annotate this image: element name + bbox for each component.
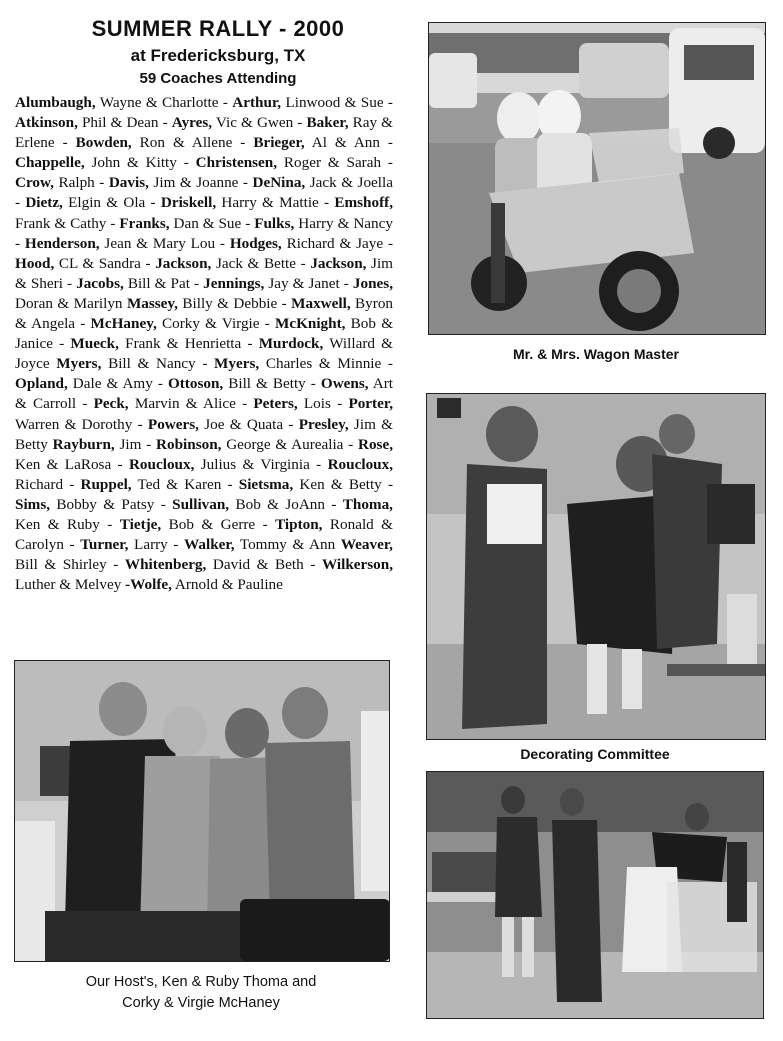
roster-surname: Ottoson, [167, 375, 224, 393]
roster-surname: Roucloux, [128, 455, 195, 473]
wagon-master-photo [428, 22, 766, 335]
hosts-caption-line2: Corky & Virgie McHaney [122, 995, 280, 1011]
roster-members: Willard & Joyce [15, 335, 393, 373]
roster-surname: Peters, [253, 395, 298, 413]
roster-members: Al & Ann - [304, 134, 393, 152]
roster-members: Richard - [15, 475, 81, 493]
roster-members: Bill & Pat - [123, 274, 204, 292]
roster-members: Bobby & Patsy - [50, 495, 173, 513]
hall-photo [426, 771, 764, 1019]
roster-members: Luther & Melvey [15, 576, 126, 594]
roster-members: Ken & Betty - [293, 475, 394, 493]
roster-surname: Tipton, [275, 515, 323, 533]
roster-surname: Robinson, [156, 435, 222, 453]
roster-members: Harry & Mattie - [216, 194, 335, 212]
roster-surname: Porter, [348, 395, 393, 413]
roster-members: Ted & Karen - [131, 475, 239, 493]
roster-surname: Walker, [184, 536, 235, 554]
decorating-committee-photo [426, 393, 766, 740]
roster-members: Tommy & Ann [234, 536, 341, 554]
roster-surname: Arthur, [232, 94, 282, 111]
roster-members: Ken & Ruby - [15, 515, 120, 533]
roster-members: Bob & JoAnn - [229, 495, 343, 513]
coaches-attending: 59 Coaches Attending [139, 70, 297, 87]
roster-members: John & Kitty - [84, 154, 196, 172]
attendee-roster [15, 93, 393, 595]
roster-surname: Franks, [119, 214, 170, 232]
roster-surname: Davis, [108, 174, 149, 192]
roster-surname: Henderson, [24, 234, 100, 252]
roster-surname: Driskell, [160, 194, 217, 212]
roster-surname: Whitenberg, [124, 556, 207, 574]
roster-surname: Brieger, [253, 134, 305, 152]
page-title: SUMMER RALLY - 2000 [91, 16, 345, 41]
roster-members: Bob & Janice - [15, 315, 394, 353]
roster-members: Joe & Quata - [198, 415, 299, 433]
roster-surname: Weaver, [340, 536, 393, 554]
roster-members: Charles & Minnie - [259, 355, 393, 373]
roster-members: Dan & Sue - [169, 214, 255, 232]
roster-members: Dale & Amy - [67, 375, 168, 393]
roster-surname: Myers, [214, 355, 260, 373]
hosts-photo [14, 660, 390, 962]
roster-members: Bill & Nancy - [101, 355, 215, 373]
roster-members: Jack & Joella - [15, 174, 393, 212]
roster-members: Jim & Betty [15, 415, 393, 453]
roster-surname: Christensen, [195, 154, 278, 172]
roster-surname: McKnight, [275, 315, 346, 333]
roster-surname: Owens, [320, 375, 369, 393]
roster-surname: Jennings, [203, 274, 265, 292]
roster-members: Jim - [114, 435, 157, 453]
roster-surname: Sullivan, [172, 495, 230, 513]
roster-members: Jim & Joanne - [148, 174, 253, 192]
roster-members: Ken & LaRosa - [15, 455, 129, 473]
roster-surname: Baker, [306, 114, 349, 132]
roster-members: Warren & Dorothy - [15, 415, 148, 433]
roster-members: Bill & Betty - [223, 375, 321, 393]
roster-members: Ralph - [53, 174, 109, 192]
roster-members: Harry & Nancy - [15, 214, 393, 252]
roster-surname: Ayres, [171, 114, 213, 132]
roster-members: Lois - [297, 395, 349, 413]
roster-surname: Jones, [352, 274, 393, 292]
roster-surname: Powers, [147, 415, 199, 433]
roster-surname: Wilkerson, [321, 556, 393, 574]
roster-surname: Jackson, [155, 254, 212, 272]
roster-surname: Opland, [15, 375, 68, 393]
roster-members: Ray & Erlene - [15, 114, 393, 152]
roster-members: Byron & Angela - [15, 294, 394, 333]
roster-members: George & Aurealia - [221, 435, 358, 453]
roster-members: Bob & Gerre - [161, 515, 276, 533]
wagon-master-caption: Mr. & Mrs. Wagon Master [513, 346, 679, 362]
roster-surname: Rose, [358, 435, 394, 453]
roster-members: Roger & Sarah - [277, 154, 393, 172]
roster-members: Ronald & Carolyn - [15, 515, 393, 554]
roster-surname: Alumbaugh, [15, 94, 96, 111]
roster-members: Billy & Debbie - [177, 294, 292, 312]
roster-surname: Rayburn, [52, 435, 115, 453]
roster-surname: Myers, [56, 355, 102, 373]
roster-members: Marvin & Alice - [128, 395, 254, 413]
roster-surname: Mueck, [70, 335, 119, 353]
roster-surname: Emshoff, [334, 194, 394, 212]
roster-surname: Presley, [298, 415, 349, 433]
roster-members: Frank & Cathy - [15, 214, 120, 232]
roster-surname: Atkinson, [15, 114, 78, 132]
roster-members: Phil & Dean - [77, 114, 172, 132]
roster-surname: Bowden, [75, 134, 132, 152]
roster-members: Doran & Marilyn [15, 294, 127, 312]
roster-members: David & Beth - [206, 556, 322, 574]
roster-surname: Peck, [93, 395, 129, 413]
roster-members: Julius & Virginia - [194, 455, 328, 473]
roster-surname: McHaney, [90, 315, 157, 333]
roster-surname: Tietje, [119, 515, 162, 533]
roster-members: Frank & Henrietta - [118, 335, 259, 353]
roster-members: Larry - [128, 536, 185, 554]
roster-surname: Hodges, [229, 234, 282, 252]
roster-members: Jack & Bette - [211, 254, 311, 272]
roster-surname: Maxwell, [291, 294, 351, 312]
roster-surname: Turner, [80, 536, 129, 554]
roster-surname: Sietsma, [238, 475, 294, 493]
roster-surname: Thoma, [342, 495, 393, 513]
roster-members: Vic & Gwen - [212, 114, 307, 132]
roster-surname: Chappelle, [15, 154, 85, 172]
roster-members: Jim & Sheri - [15, 254, 393, 292]
rally-location: at Fredericksburg, TX [130, 46, 306, 65]
roster-surname: Hood, [15, 254, 55, 272]
roster-members: Elgin & Ola - [62, 194, 161, 212]
roster-surname: Murdock, [258, 335, 324, 353]
hosts-caption-line1: Our Host's, Ken & Ruby Thoma and [85, 974, 317, 990]
roster-members: Linwood & Sue - [281, 94, 393, 111]
roster-surname: Jacobs, [76, 274, 124, 292]
roster-members: CL & Sandra - [54, 254, 156, 272]
roster-surname: Massey, [126, 294, 178, 312]
roster-surname: Roucloux, [327, 455, 393, 473]
roster-surname: -Wolfe, [125, 576, 172, 594]
roster-members: Bill & Shirley - [15, 556, 125, 574]
roster-members: Jay & Janet - [264, 274, 353, 292]
roster-surname: Crow, [15, 174, 54, 192]
roster-members: Art & Carroll - [15, 375, 393, 413]
roster-surname: Fulks, [254, 214, 295, 232]
roster-members: Ron & Allene - [131, 134, 254, 152]
roster-surname: Ruppel, [80, 475, 132, 493]
roster-members: Richard & Jaye - [281, 234, 394, 252]
roster-surname: DeNina, [252, 174, 306, 192]
roster-members: Jean & Mary Lou - [99, 234, 230, 252]
roster-surname: Sims, [15, 495, 51, 513]
decorating-committee-caption: Decorating Committee [520, 746, 670, 762]
roster-surname: Dietz, [25, 194, 63, 212]
roster-surname: Jackson, [310, 254, 367, 272]
roster-members: Corky & Virgie - [156, 315, 275, 333]
roster-members: Arnold & Pauline [171, 576, 283, 594]
roster-members: Wayne & Charlotte - [95, 94, 233, 111]
